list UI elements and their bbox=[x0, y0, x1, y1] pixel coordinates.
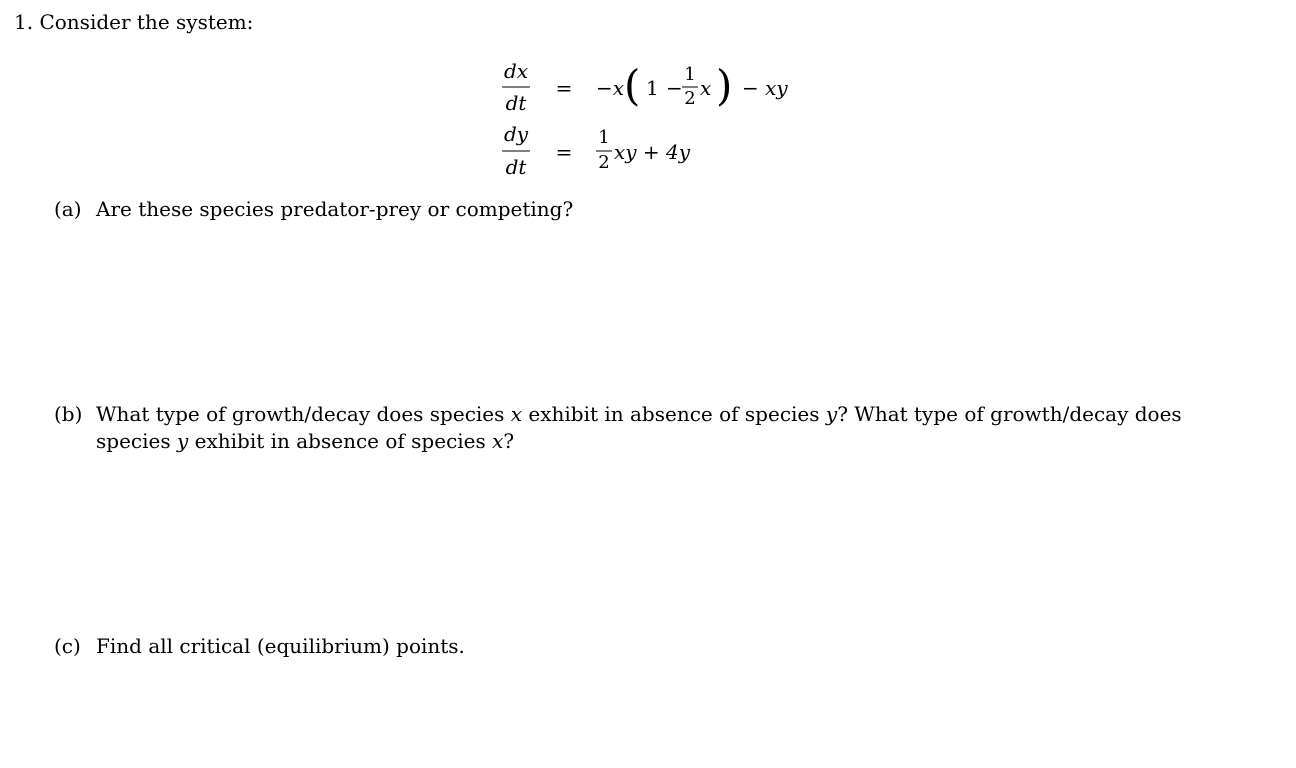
equation-2 bbox=[502, 122, 691, 179]
part-a-label: (a) bbox=[54, 197, 82, 221]
problem-number: 1. bbox=[14, 10, 34, 34]
eq1-lhs-numerator: dx bbox=[503, 59, 529, 83]
eq1-minus: − bbox=[666, 76, 683, 100]
part-b-line2-seg2: exhibit in absence of species bbox=[188, 429, 493, 453]
part-c-label: (c) bbox=[54, 634, 81, 658]
eq2-lhs-numerator: dy bbox=[503, 122, 529, 146]
equation-system bbox=[480, 50, 820, 180]
part-b-label: (b) bbox=[54, 402, 83, 426]
eq2-tail: xy + 4y bbox=[614, 140, 691, 164]
eq1-rhs-lead: −x bbox=[596, 76, 625, 100]
eq2-frac-numerator: 1 bbox=[598, 127, 610, 148]
part-a-text: Are these species predator-prey or competing? bbox=[96, 197, 574, 221]
part-b-line2-seg1: species bbox=[96, 429, 177, 453]
part-b-var-y: y bbox=[825, 402, 838, 426]
eq2-lhs-denominator: dt bbox=[505, 155, 527, 179]
part-b-line-2 bbox=[96, 428, 1182, 455]
eq1-tail: − xy bbox=[742, 76, 788, 100]
part-b-var-y2: y bbox=[176, 429, 189, 453]
part-b-text bbox=[96, 401, 1182, 455]
eq1-paren-close: ) bbox=[716, 61, 733, 110]
part-b-var-x: x bbox=[510, 402, 523, 426]
equation-1 bbox=[502, 59, 788, 115]
eq1-one: 1 bbox=[646, 76, 659, 100]
eq1-paren-open: ( bbox=[624, 61, 641, 110]
eq2-relation: = bbox=[555, 140, 573, 164]
eq1-frac-var: x bbox=[700, 76, 712, 100]
eq2-frac-denominator: 2 bbox=[598, 152, 610, 173]
part-c-text: Find all critical (equilibrium) points. bbox=[96, 634, 465, 658]
part-b-line-1 bbox=[96, 401, 1182, 428]
part-b-line1-seg3: ? What type of growth/decay does bbox=[837, 402, 1182, 426]
eq1-lhs-denominator: dt bbox=[505, 91, 527, 115]
part-b-line2-seg3: ? bbox=[503, 429, 515, 453]
part-b-var-x2: x bbox=[492, 429, 504, 453]
problem-intro: Consider the system: bbox=[39, 10, 254, 34]
eq1-frac-denominator: 2 bbox=[684, 88, 696, 109]
part-b-line1-seg2: exhibit in absence of species bbox=[522, 402, 826, 426]
part-b-line1-seg1: What type of growth/decay does species bbox=[96, 402, 511, 426]
eq1-frac-numerator: 1 bbox=[684, 64, 696, 85]
problem-header bbox=[14, 9, 253, 36]
eq1-relation: = bbox=[555, 76, 573, 100]
